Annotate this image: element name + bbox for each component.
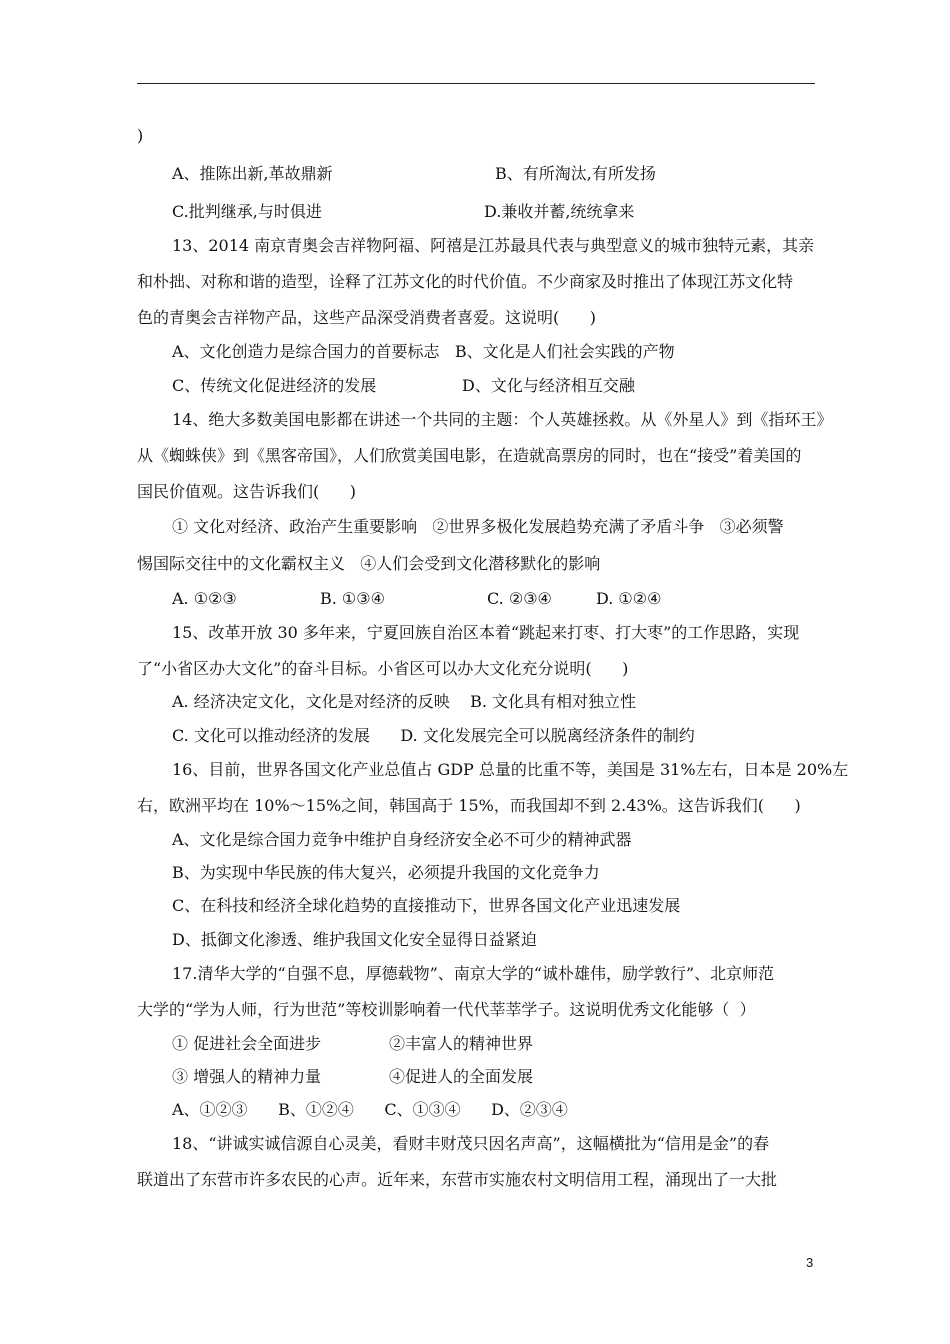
page-number: 3 <box>806 1255 814 1270</box>
q18-stem-line2: 联道出了东营市许多农民的心声。近年来，东营市实施农村文明信用工程，涌现出了一大批 <box>137 1170 778 1189</box>
q15-stem-line2: 了“小省区办大文化”的奋斗目标。小省区可以办大文化充分说明( ) <box>137 659 629 678</box>
q13-options-ab: A、文化创造力是综合国力的首要标志 B、文化是人们社会实践的产物 <box>172 342 675 361</box>
q13-stem-line3: 色的青奥会吉祥物产品，这些产品深受消费者喜爱。这说明( ) <box>137 308 597 327</box>
q15-stem-line1: 15、改革开放 30 多年来，宁夏回族自治区本着“跳起来打枣、打大枣”的工作思路，实现 <box>172 623 800 642</box>
header-rule <box>137 83 815 84</box>
q14-option-a: A. ①②③ <box>172 589 237 608</box>
q12-option-a: A、推陈出新,革故鼎新 <box>172 164 333 183</box>
q12-option-c: C.批判继承,与时俱进 <box>172 202 322 221</box>
q13-stem-line1: 13、2014 南京青奥会吉祥物阿福、阿禧是江苏最具代表与典型意义的城市独特元素，其亲 <box>172 236 815 255</box>
q12-option-b: B、有所淘汰,有所发扬 <box>495 164 656 183</box>
q17-statement-3: ③ 增强人的精神力量 <box>172 1067 322 1086</box>
q16-option-b: B、为实现中华民族的伟大复兴，必须提升我国的文化竞争力 <box>172 863 600 882</box>
q14-option-b: B. ①③④ <box>320 589 385 608</box>
q14-statements-line1: ① 文化对经济、政治产生重要影响 ②世界多极化发展趋势充满了矛盾斗争 ③必须警 <box>172 517 784 536</box>
q14-option-d: D. ①②④ <box>596 589 662 608</box>
q14-stem-line2: 从《蜘蛛侠》到《黑客帝国》，人们欣赏美国电影，在造就高票房的同时，也在“接受”着美国的 <box>137 446 802 465</box>
q16-stem-line2: 右，欧洲平均在 10%～15%之间，韩国高于 15%，而我国却不到 2.43%。这告诉我们( ) <box>137 796 801 815</box>
q13-option-c: C、传统文化促进经济的发展 <box>172 376 377 395</box>
q13-option-d: D、文化与经济相互交融 <box>462 376 635 395</box>
q13-stem-line2: 和朴拙、对称和谐的造型，诠释了江苏文化的时代价值。不少商家及时推出了体现江苏文化特 <box>137 272 794 291</box>
q17-statement-2: ②丰富人的精神世界 <box>389 1034 534 1053</box>
question-continuation: ) <box>137 126 144 145</box>
q16-stem-line1: 16、目前，世界各国文化产业总值占 GDP 总量的比重不等，美国是 31%左右，日本是 20%左 <box>172 760 849 779</box>
q17-stem-line1: 17.清华大学的“自强不息，厚德载物”、南京大学的“诚朴雄伟，励学敦行”、北京师范 <box>172 964 775 983</box>
q16-option-d: D、抵御文化渗透、维护我国文化安全显得日益紧迫 <box>172 930 537 949</box>
q14-stem-line1: 14、绝大多数美国电影都在讲述一个共同的主题：个人英雄拯救。从《外星人》到《指环王》 <box>172 410 833 429</box>
q15-options-cd: C. 文化可以推动经济的发展 D. 文化发展完全可以脱离经济条件的制约 <box>172 726 695 745</box>
q17-stem-line2: 大学的“学为人师，行为世范”等校训影响着一代代莘莘学子。这说明优秀文化能够（ ） <box>137 1000 756 1019</box>
q17-statement-1: ① 促进社会全面进步 <box>172 1034 322 1053</box>
q17-options: A、①②③ B、①②④ C、①③④ D、②③④ <box>172 1100 568 1119</box>
q14-stem-line3: 国民价值观。这告诉我们( ) <box>137 482 357 501</box>
q14-option-c: C. ②③④ <box>487 589 552 608</box>
q14-statements-line2: 惕国际交往中的文化霸权主义 ④人们会受到文化潜移默化的影响 <box>137 554 601 573</box>
q16-option-c: C、在科技和经济全球化趋势的直接推动下，世界各国文化产业迅速发展 <box>172 896 681 915</box>
q18-stem-line1: 18、“讲诚实诚信源自心灵美，看财丰财茂只因名声高”，这幅横批为“信用是金”的春 <box>172 1134 770 1153</box>
q17-statement-4: ④促进人的全面发展 <box>389 1067 534 1086</box>
q15-options-ab: A. 经济决定文化，文化是对经济的反映 B. 文化具有相对独立性 <box>172 692 637 711</box>
q16-option-a: A、文化是综合国力竞争中维护自身经济安全必不可少的精神武器 <box>172 830 632 849</box>
q12-option-d: D.兼收并蓄,统统拿来 <box>484 202 635 221</box>
